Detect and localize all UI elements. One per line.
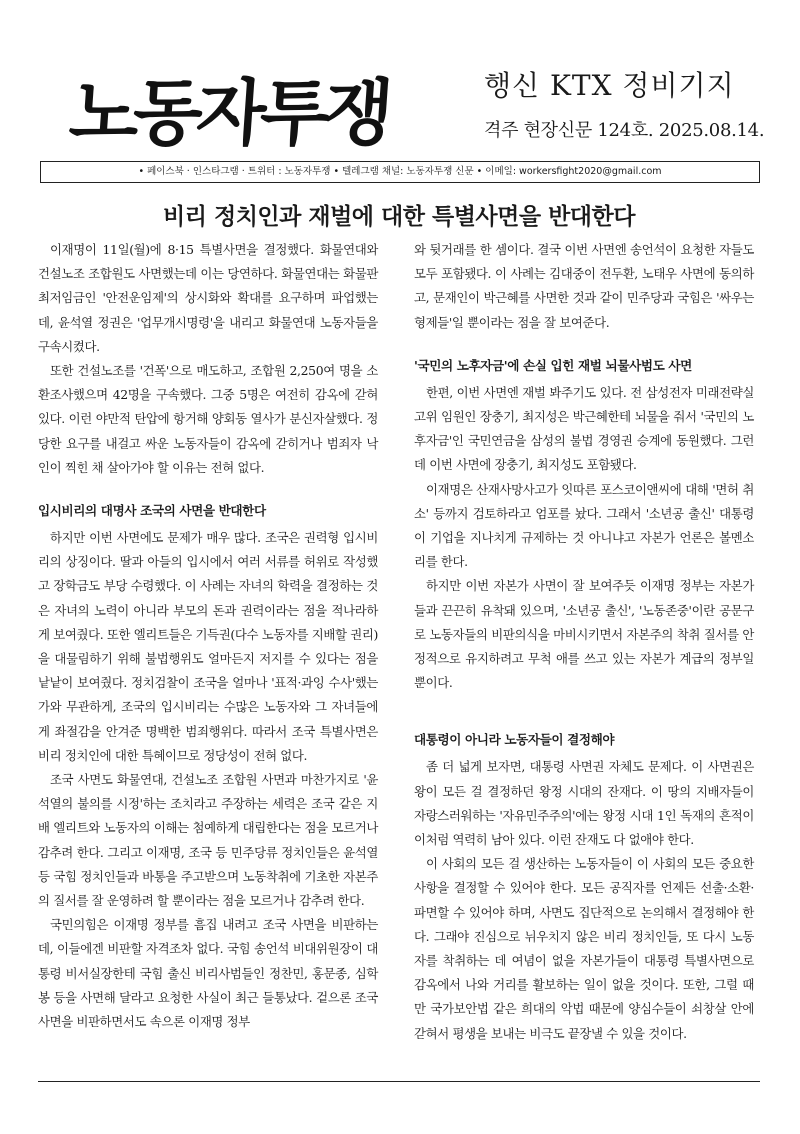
paragraph: 와 뒷거래를 한 셈이다. 결국 이번 사면엔 송언석이 요청한 자들도 모두 포함됐다. 이 사례는 김대중이 전두환, 노태우 사면에 동의하고, 문재인이 박근혜를 사면한 것과 같이 민주당과 국힘은 '싸우는 형제들'일 뿐이라는 점을 잘 보여준다. — [414, 242, 754, 330]
article-headline: 비리 정치인과 재벌에 대한 특별사면을 반대한다 — [163, 204, 635, 230]
newspaper-subtitle: 행신 KTX 정비기지 — [484, 69, 735, 102]
paragraph: 국민의힘은 이재명 정부를 흠집 내려고 조국 사면을 비판하는데, 이들에겐 비판할 자격조차 없다. 국힘 송언석 비대위원장이 대통령 비서실장한테 국힘 출신 비리사범들인 정찬민, 홍문종, 심학봉 등을 사면해 달라고 요청한 사실이 최근 들통났다. 겉으론 조국 사면을 비판하면서도 속으론 이재명 정부 — [38, 917, 378, 1030]
right-column — [414, 238, 754, 1046]
contact-bar: • 페이스북 · 인스타그램 · 트위터 : 노동자투쟁 • 텔레그램 채널: 노동자투쟁 신문 • 이메일: workersfight2020@gmail.com — [40, 161, 760, 183]
section-heading: '국민의 노후자금'에 손실 입힌 재벌 뇌물사범도 사면 — [414, 357, 692, 373]
paragraph: 이재명은 산재사망사고가 잇따른 포스코이앤씨에 대해 '면허 취소' 등까지 검토하라고 엄포를 놨다. 그래서 '소년공 출신' 대통령이 기업을 지나치게 규제하는 것 아니냐고 자본가 언론은 볼멘소리를 한다. — [414, 481, 754, 570]
paragraph: 한편, 이번 사면엔 재벌 봐주기도 있다. 전 삼성전자 미래전략실 고위 임원인 장충기, 최지성은 박근혜한테 뇌물을 줘서 '국민의 노후자금'인 국민연금을 삼성의 불법 경영권 승계에 동원했다. 그런데 이번 사면에 장충기, 최지성도 포함됐다. — [414, 384, 754, 473]
paragraph: 조국 사면도 화물연대, 건설노조 조합원 사면과 마찬가지로 '윤석열의 불의를 시정'하는 조치라고 주장하는 세력은 조국 같은 지배 엘리트와 노동자의 이해는 첨예하게 대립한다는 점을 모르거나 감추려 한다. 그리고 이재명, 조국 등 민주당류 정치인들은 윤석열 등 국힘 정치인들과 바통을 주고받으며 노동착취에 기초한 자본주의 질서를 잘 운영하려 할 뿐이라는 점을 모르거나 감추려 한다. — [38, 772, 378, 909]
left-column — [38, 238, 378, 1034]
bottom-divider — [38, 1081, 760, 1082]
paragraph: 하지만 이번 사면에도 문제가 매우 많다. 조국은 권력형 입시비리의 상징이다. 딸과 아들의 입시에서 여러 서류를 허위로 작성했고 장학금도 부당 수령했다. 이 사례는 자녀의 학력을 결정하는 것은 자녀의 노력이 아니라 부모의 돈과 권력이라는 점을 적나라하게 보여줬다. 또한 엘리트들은 기득권(다수 노동자를 지배할 권리)을 대물림하기 위해 불법행위도 얼마든지 저지를 수 있다는 점을 낱낱이 보여줬다. 정치검찰이 조국을 얼마나 '표적·과잉 수사'했는가와 무관하게, 조국의 입시비리는 수많은 노동자와 그 자녀들에게 좌절감을 안겨준 명백한 범죄행위다. 따라서 조국 특별사면은 비리 정치인에 대한 특혜이므로 정당성이 전혀 없다. — [38, 530, 378, 763]
paragraph: 또한 건설노조를 '건폭'으로 매도하고, 조합원 2,250여 명을 소환조사했으며 42명을 구속했다. 그중 5명은 여전히 감옥에 갇혀 있다. 이런 야만적 탄압에 항거해 양회동 열사가 분신자살했다. 정당한 요구를 내걸고 싸운 노동자들이 감옥에 갇히거나 범죄자 낙인이 찍힌 채 살아가야 할 이유는 전혀 없다. — [38, 363, 378, 475]
paragraph: 이재명이 11일(월)에 8·15 특별사면을 결정했다. 화물연대와 건설노조 조합원도 사면했는데 이는 당연하다. 화물연대는 화물판 최저임금인 '안전운임제'의 상시화와 확대를 요구하며 파업했는데, 윤석열 정권은 '업무개시명령'을 내리고 화물연대 노동자들을 구속시켰다. — [38, 242, 378, 354]
issue-info: 격주 현장신문 124호. 2025.08.14. — [484, 120, 765, 141]
paragraph: 좀 더 넓게 보자면, 대통령 사면권 자체도 문제다. 이 사면권은 왕이 모든 걸 결정하던 왕정 시대의 잔재다. 이 땅의 지배자들이 자랑스러워하는 '자유민주주의'에는 왕정 시대 1인 독재의 흔적이 이처럼 역력히 남아 있다. 이런 잔재도 다 없애야 한다. — [414, 759, 754, 848]
section-heading: 입시비리의 대명사 조국의 사면을 반대한다 — [38, 503, 266, 519]
section-heading: 대통령이 아니라 노동자들이 결정해야 — [414, 732, 615, 748]
paragraph: 하지만 이번 자본가 사면이 잘 보여주듯 이재명 정부는 자본가들과 끈끈히 유착돼 있으며, '소년공 출신', '노동존중'이란 공문구로 노동자들의 비판의식을 마비시키면서 자본주의 착취 질서를 안정적으로 유지하려고 무척 애를 쓰고 있는 자본가 계급의 정부일 뿐이다. — [414, 578, 754, 691]
newspaper-title: 노동자투쟁 — [66, 71, 391, 155]
paragraph: 이 사회의 모든 걸 생산하는 노동자들이 이 사회의 모든 중요한 사항을 결정할 수 있어야 한다. 모든 공직자를 언제든 선출·소환·파면할 수 있어야 하며, 사면도 집단적으로 논의해서 결정해야 한다. 그래야 진심으로 뉘우치지 않은 비리 정치인들, 또 다시 노동자를 착취하는 데 여념이 없을 자본가들이 대통령 특별사면으로 감옥에서 나와 거리를 활보하는 일이 없을 것이다. 또한, 그럴 때만 국가보안법 같은 희대의 악법 때문에 양심수들이 쇠창살 안에 갇혀서 평생을 보내는 비극도 끝장낼 수 있을 것이다. — [414, 856, 754, 1041]
